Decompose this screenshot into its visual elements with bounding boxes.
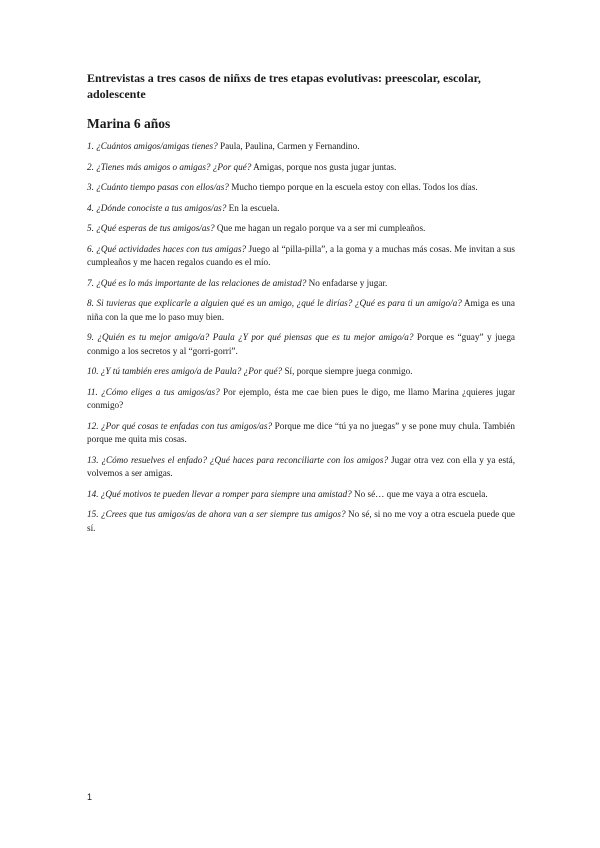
question-text: 13. ¿Cómo resuelves el enfado? ¿Qué haces para reconciliarte con los amigos? xyxy=(87,454,389,465)
question-text: 9. ¿Quién es tu mejor amigo/a? Paula ¿Y por qué piensas que es tu mejor amigo/a? xyxy=(87,332,414,342)
answer-text: Porque me dice “tú ya no juegas” y se pone muy chula. También porque me quita mis cosas. xyxy=(87,420,515,444)
answer-text: En la escuela. xyxy=(226,202,280,213)
qa-item-2 xyxy=(87,161,515,175)
answer-text: Jugar otra vez con ella y ya está, volvemos a ser amigas. xyxy=(87,454,516,478)
answer-text: Amiga es una niña con la que me lo paso muy bien. xyxy=(87,298,515,322)
answer-text: No sé… que me vaya a otra escuela. xyxy=(351,488,488,499)
document-title: Entrevistas a tres casos de niñxs de tres etapas evolutivas: preescolar, escolar, adolescente xyxy=(87,71,481,101)
question-text: 14. ¿Qué motivos te pueden llevar a romper para siempre una amistad? xyxy=(87,488,352,499)
question-text: 5. ¿Qué esperas de tus amigos/as? xyxy=(87,223,215,233)
qa-item-11 xyxy=(87,386,515,413)
page-number: 1 xyxy=(87,792,93,802)
qa-item-6 xyxy=(87,243,515,270)
answer-text: Juego al “pilla-pilla”, a la goma y a muchas más cosas. Me invitan a sus cumpleaños y me hacen regalos cuando es el mío. xyxy=(87,243,515,267)
qa-item-9 xyxy=(87,331,515,358)
question-text: 6. ¿Qué actividades haces con tus amigas? xyxy=(87,243,247,254)
answer-text: Sí, porque siempre juega conmigo. xyxy=(282,366,413,376)
question-text: 7. ¿Qué es lo más importante de las relaciones de amistad? xyxy=(87,277,307,288)
qa-item-4 xyxy=(87,202,515,216)
answer-text: Mucho tiempo porque en la escuela estoy con ellas. Todos los días. xyxy=(228,182,478,192)
question-text: 2. ¿Tienes más amigos o amigas? ¿Por qué? xyxy=(87,161,252,172)
answer-text: Amigas, porque nos gusta jugar juntas. xyxy=(251,161,397,172)
question-text: 8. Si tuvieras que explicarle a alguien qué es un amigo, ¿qué le dirías? ¿Qué es para ti un amigo/a? xyxy=(87,298,462,308)
qa-item-14 xyxy=(87,488,515,502)
question-text: 15. ¿Crees que tus amigos/as de ahora van a ser siempre tus amigos? xyxy=(87,509,346,519)
question-text: 12. ¿Por qué cosas te enfadas con tus amigos/as? xyxy=(87,420,273,431)
answer-text: Porque es “guay” y juega conmigo a los secretos y al “gorri-gorri”. xyxy=(87,332,515,356)
question-text: 11. ¿Cómo eliges a tus amigos/as? xyxy=(87,386,220,397)
document-page xyxy=(87,70,515,542)
answer-text: Que me hagan un regalo porque va a ser mi cumpleaños. xyxy=(214,223,426,233)
qa-item-8 xyxy=(87,297,515,324)
qa-item-10 xyxy=(87,365,515,379)
question-text: 4. ¿Dónde conociste a tus amigos/as? xyxy=(87,202,227,213)
qa-item-12 xyxy=(87,420,515,447)
answer-text: Por ejemplo, ésta me cae bien pues le digo, me llamo Marina ¿quieres jugar conmigo? xyxy=(87,386,516,410)
answer-text: Paula, Paulina, Carmen y Fernandino. xyxy=(217,141,360,151)
qa-item-15 xyxy=(87,508,515,535)
question-text: 10. ¿Y tú también eres amigo/a de Paula? ¿Por qué? xyxy=(87,366,283,376)
question-text: 1. ¿Cuántos amigos/amigas tienes? xyxy=(87,141,218,151)
answer-text: No sé, si no me voy a otra escuela puede que sí. xyxy=(87,509,515,533)
answer-text: No enfadarse y jugar. xyxy=(306,277,388,288)
qa-item-5 xyxy=(87,222,515,236)
question-text: 3. ¿Cuánto tiempo pasas con ellos/as? xyxy=(87,182,229,192)
section-heading: Marina 6 años xyxy=(87,116,171,131)
qa-item-7 xyxy=(87,277,515,291)
qa-item-3 xyxy=(87,181,515,195)
qa-item-13 xyxy=(87,454,515,481)
qa-item-1 xyxy=(87,140,515,154)
